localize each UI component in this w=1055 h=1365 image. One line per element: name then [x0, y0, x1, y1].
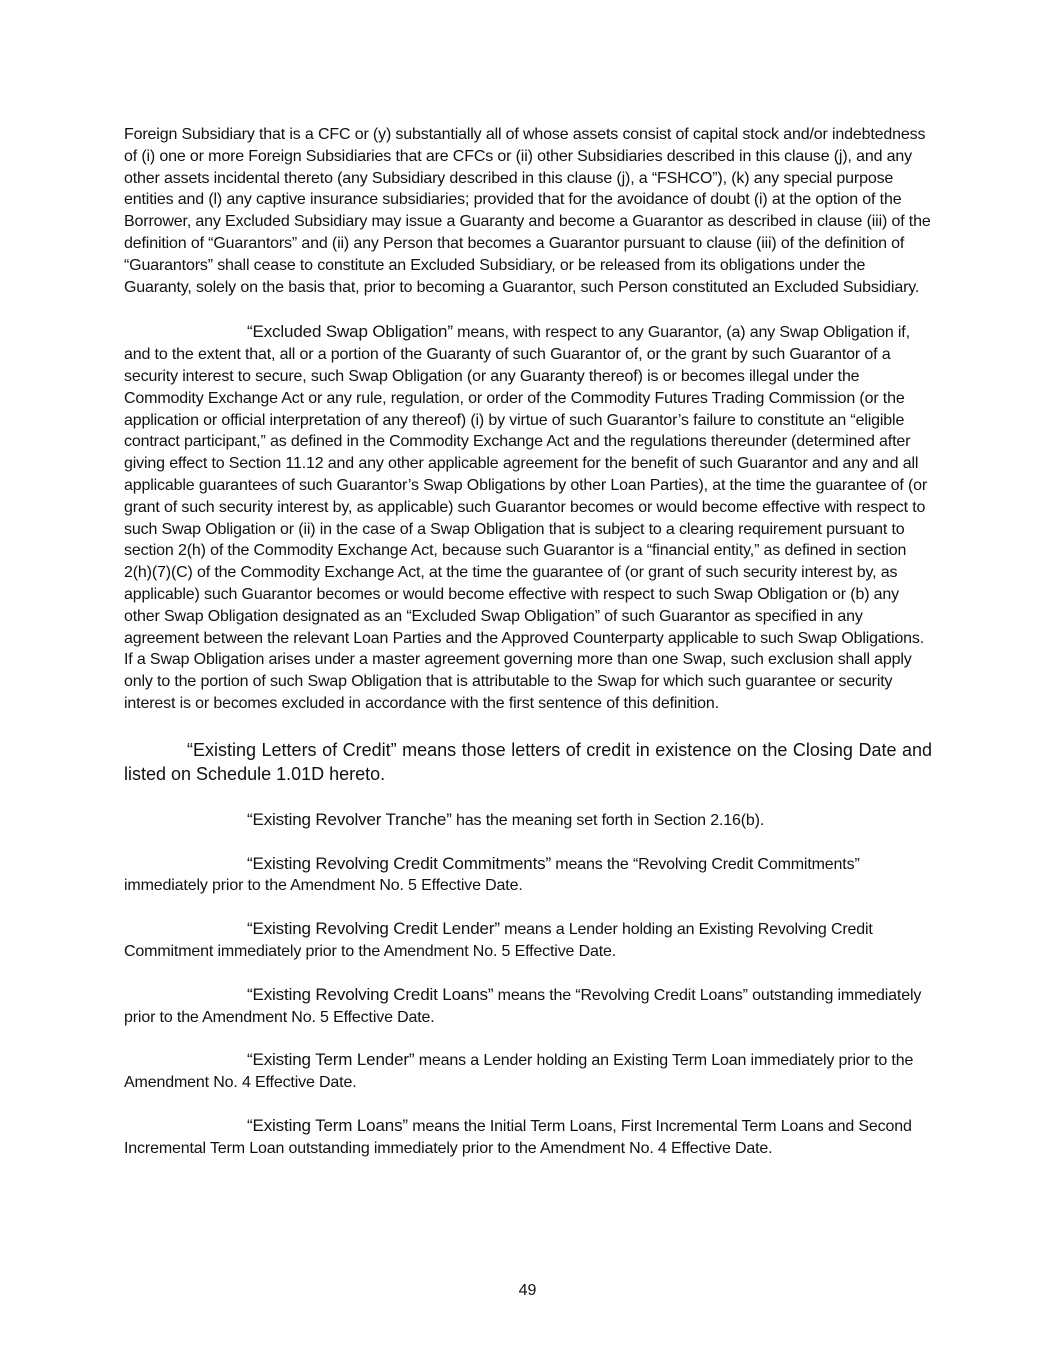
defined-term: “Existing Letters of Credit”: [187, 739, 397, 760]
defined-term: “Existing Revolver Tranche”: [247, 809, 452, 829]
definition-excluded-swap-obligation: [124, 321, 932, 714]
definition-text: means a Lender holding an Existing Revolving Credit Commitment immediately prior to the Amendment No. 5 Effective Date.: [124, 921, 873, 960]
definition-existing-term-lender: [124, 1049, 932, 1094]
paragraph-excluded-subsidiary-continuation: [124, 124, 932, 298]
definition-existing-letters-of-credit: [124, 738, 932, 786]
defined-term: “Existing Revolving Credit Lender”: [247, 919, 500, 939]
defined-term: “Existing Revolving Credit Loans”: [247, 984, 494, 1004]
definition-text: means the “Revolving Credit Loans” outstanding immediately prior to the Amendment No. 5 Effective Date.: [124, 986, 922, 1026]
definition-existing-revolving-credit-lender: [124, 918, 932, 963]
page-number: 49: [518, 1282, 537, 1299]
definition-text: means a Lender holding an Existing Term Loan immediately prior to the Amendment No. 4 Effective Date.: [124, 1052, 914, 1092]
defined-term: “Existing Term Loans”: [247, 1115, 408, 1135]
definition-existing-term-loans: [124, 1115, 932, 1160]
definition-text: means those letters of credit in existence on the Closing Date and listed on Schedule 1.01D hereto.: [124, 739, 933, 784]
defined-term: “Existing Term Lender”: [247, 1050, 415, 1070]
defined-term: “Excluded Swap Obligation”: [247, 322, 453, 342]
definition-text: means, with respect to any Guarantor, (a) any Swap Obligation if, and to the extent that, all or a portion of the Guaranty of such Guarantor of, or the grant by such Guarantor of a security interest to secure, such Swap Obligation (or any Guaranty thereof) is or becomes illegal under the Commodity Exchange Act or any rule, regulation, or order of the Commodity Futures Trading Commission (or the application or official interpretation of any thereof) (i) by virtue of such Guarantor’s failure to constitute an “eligible contract participant,” as defined in the Commodity Exchange Act and the regulations thereunder (determined after giving effect to Section 11.12 and any other applicable agreement for the benefit of such Guarantor and any and all applicable guarantees of such Guarantor’s Swap Obligations by other Loan Parties), at the time the guarantee of (or grant of such security interest by, as applicable) such Guarantor becomes or would become effective with respect to such Swap Obligation or (ii) in the case of a Swap Obligation that is subject to a clearing requirement pursuant to section 2(h) of the Commodity Exchange Act, because such Guarantor is a “financial entity,” as defined in section 2(h)(7)(C) of the Commodity Exchange Act, at the time the guarantee of (or grant of such security interest by, as applicable) such Guarantor becomes or would become effective with respect to such Swap Obligation or (b) any other Swap Obligation designated as an “Excluded Swap Obligation” of such Guarantor as specified in any agreement between the relevant Loan Parties and the Approved Counterparty applicable to such Swap Obligations. If a Swap Obligation arises under a master agreement governing more than one Swap, such exclusion shall apply only to the portion of such Swap Obligation that is attributable to the Swap for which such guarantee or security interest is or becomes excluded in accordance with the first sentence of this definition.: [124, 324, 928, 712]
definition-text: Foreign Subsidiary that is a CFC or (y) substantially all of whose assets consist of capital stock and/or indebtedness of (i) one or more Foreign Subsidiaries that are CFCs or (ii) other Subsidiaries described in this clause (j), and any other assets incidental thereto (any Subsidiary described in this clause (j), a “FSHCO”), (k) any special purpose entities and (l) any captive insurance subsidiaries; provided that for the avoidance of doubt (i) at the option of the Borrower, any Excluded Subsidiary may issue a Guaranty and become a Guarantor as described in clause (iii) of the definition of “Guarantors” and (ii) any Person that becomes a Guarantor pursuant to clause (iii) of the definition of “Guarantors” shall cease to constitute an Excluded Subsidiary, or be released from its obligations under the Guaranty, solely on the basis that, prior to becoming a Guarantor, such Person constituted an Excluded Subsidiary.: [124, 126, 931, 296]
definition-existing-revolver-tranche: [124, 809, 932, 832]
definition-text: means the “Revolving Credit Commitments” immediately prior to the Amendment No. 5 Effective Date.: [124, 855, 860, 895]
definition-existing-revolving-credit-commitments: [124, 853, 932, 898]
defined-term: “Existing Revolving Credit Commitments”: [247, 853, 552, 873]
definition-existing-revolving-credit-loans: [124, 984, 932, 1029]
definition-text: means the Initial Term Loans, First Incremental Term Loans and Second Incremental Term Loan outstanding immediately prior to the Amendment No. 4 Effective Date.: [124, 1117, 912, 1157]
document-page: [124, 124, 932, 1159]
definition-text: has the meaning set forth in Section 2.16(b).: [451, 811, 765, 829]
